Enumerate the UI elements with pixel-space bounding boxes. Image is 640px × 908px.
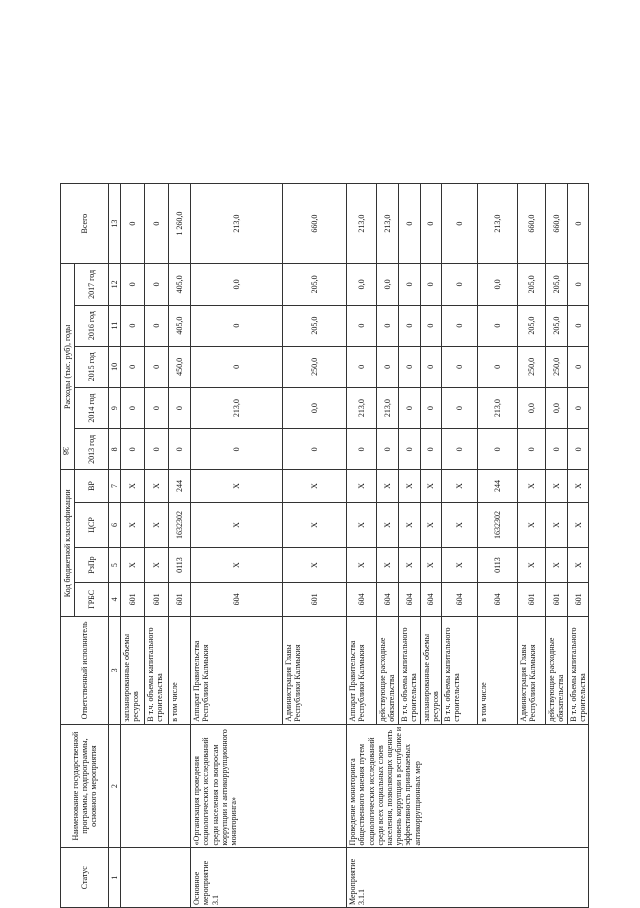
- vr-cell: X: [377, 470, 399, 502]
- budget-table: [60, 183, 589, 908]
- header-total: Всего: [61, 184, 109, 264]
- col-num: 2: [109, 724, 121, 848]
- vr-cell: X: [567, 470, 588, 502]
- value-2016: 205,0: [545, 305, 567, 346]
- value-2013: 0: [377, 429, 399, 470]
- table-row: [191, 184, 283, 908]
- grbs-cell: 601: [145, 582, 169, 616]
- header-year-2014: 2014 год: [75, 388, 109, 429]
- table-row: [121, 184, 145, 908]
- executor-cell: Аппарат Правительства Республики Калмыкия: [191, 617, 283, 725]
- value-2016: 0: [441, 305, 477, 346]
- grbs-cell: 601: [517, 582, 545, 616]
- value-2017: 0,0: [477, 264, 517, 305]
- value-total: 0: [441, 184, 477, 264]
- header-vr: ВР: [75, 470, 109, 502]
- name-cell: Проведение мониторинга общественного мнения путем социологических исследований среди всех социальных слоев населения, позволяющих оценить уровень коррупции в республике и эффективность принимаемых антикоррупционных мер: [347, 724, 589, 848]
- grbs-cell: 601: [121, 582, 145, 616]
- value-2014: 213,0: [477, 388, 517, 429]
- col-num: 13: [109, 184, 121, 264]
- value-2013: 0: [567, 429, 588, 470]
- col-num: 5: [109, 548, 121, 582]
- csr-cell: X: [545, 502, 567, 548]
- executor-cell: запланированные объемы ресурсов: [121, 617, 145, 725]
- header-csr: ЦСР: [75, 502, 109, 548]
- value-2016: 0: [477, 305, 517, 346]
- executor-cell: Администрация Главы Республики Калмыкия: [517, 617, 545, 725]
- csr-cell: X: [191, 502, 283, 548]
- header-year-2015: 2015 год: [75, 346, 109, 387]
- col-num: 6: [109, 502, 121, 548]
- value-2014: 0,0: [517, 388, 545, 429]
- col-num: 4: [109, 582, 121, 616]
- value-total: 660,0: [517, 184, 545, 264]
- grbs-cell: 604: [191, 582, 283, 616]
- value-2015: 250,0: [283, 346, 347, 387]
- rzpr-cell: X: [545, 548, 567, 582]
- col-num: 9: [109, 388, 121, 429]
- value-2014: 0: [145, 388, 169, 429]
- csr-cell: X: [399, 502, 420, 548]
- rzpr-cell: X: [377, 548, 399, 582]
- header-name: Наименование государственной программы, подпрограммы, основного мероприятия: [61, 724, 109, 848]
- header-expenses-group: Расходы (тыс. руб), годы: [61, 264, 75, 470]
- vr-cell: X: [441, 470, 477, 502]
- value-2017: 205,0: [517, 264, 545, 305]
- csr-cell: X: [441, 502, 477, 548]
- vr-cell: X: [545, 470, 567, 502]
- value-2016: 205,0: [283, 305, 347, 346]
- value-2013: 0: [121, 429, 145, 470]
- csr-cell: X: [283, 502, 347, 548]
- value-2016: 0: [121, 305, 145, 346]
- value-2014: 0: [420, 388, 441, 429]
- value-2017: 0: [441, 264, 477, 305]
- value-2013: 0: [545, 429, 567, 470]
- col-num: 1: [109, 848, 121, 908]
- value-total: 0: [145, 184, 169, 264]
- executor-cell: в том числе: [169, 617, 191, 725]
- vr-cell: X: [517, 470, 545, 502]
- status-cell: Мероприятие 3.1.1: [347, 848, 589, 908]
- value-2016: 0: [399, 305, 420, 346]
- value-2014: 213,0: [347, 388, 377, 429]
- value-total: 213,0: [377, 184, 399, 264]
- rzpr-cell: X: [121, 548, 145, 582]
- status-cell: Основное мероприятие 3.1: [191, 848, 347, 908]
- value-2014: 0: [399, 388, 420, 429]
- value-2017: 0: [121, 264, 145, 305]
- rzpr-cell: X: [420, 548, 441, 582]
- grbs-cell: 604: [477, 582, 517, 616]
- executor-cell: действующие расходные обязательства: [377, 617, 399, 725]
- grbs-cell: 601: [169, 582, 191, 616]
- grbs-cell: 601: [545, 582, 567, 616]
- value-2014: 0: [169, 388, 191, 429]
- value-2015: 0: [145, 346, 169, 387]
- executor-cell: В т.ч. объемы капитального строительства: [145, 617, 169, 725]
- rzpr-cell: X: [347, 548, 377, 582]
- value-2016: 0: [377, 305, 399, 346]
- grbs-cell: 604: [399, 582, 420, 616]
- grbs-cell: 601: [567, 582, 588, 616]
- header-year-2017: 2017 год: [75, 264, 109, 305]
- executor-cell: В т.ч. объемы капитального строительства: [399, 617, 420, 725]
- value-2016: 0: [347, 305, 377, 346]
- value-total: 660,0: [283, 184, 347, 264]
- value-total: 213,0: [477, 184, 517, 264]
- value-2016: 205,0: [517, 305, 545, 346]
- value-total: 0: [121, 184, 145, 264]
- vr-cell: X: [145, 470, 169, 502]
- name-cell: «Организация проведения социологических исследований среди населения по вопросам коррупции и антикоррупционного мониторинга»: [191, 724, 347, 848]
- csr-cell: X: [145, 502, 169, 548]
- col-num: 12: [109, 264, 121, 305]
- value-2016: 0: [191, 305, 283, 346]
- executor-cell: Администрация Главы Республики Калмыкия: [283, 617, 347, 725]
- header-grbs: ГРБС: [75, 582, 109, 616]
- value-2015: 0: [420, 346, 441, 387]
- value-total: 1 260,0: [169, 184, 191, 264]
- csr-cell: X: [347, 502, 377, 548]
- grbs-cell: 604: [441, 582, 477, 616]
- grbs-cell: 601: [283, 582, 347, 616]
- value-2013: 0: [191, 429, 283, 470]
- value-2015: 250,0: [545, 346, 567, 387]
- csr-cell: X: [377, 502, 399, 548]
- value-2017: 0,0: [191, 264, 283, 305]
- value-2014: 213,0: [377, 388, 399, 429]
- value-total: 213,0: [191, 184, 283, 264]
- value-total: 0: [399, 184, 420, 264]
- status-cell: [121, 848, 191, 908]
- value-2013: 0: [169, 429, 191, 470]
- grbs-cell: 604: [420, 582, 441, 616]
- value-2015: 0: [441, 346, 477, 387]
- grbs-cell: 604: [377, 582, 399, 616]
- grbs-cell: 604: [347, 582, 377, 616]
- value-2013: 0: [145, 429, 169, 470]
- value-2013: 0: [420, 429, 441, 470]
- value-2017: 0,0: [347, 264, 377, 305]
- rzpr-cell: X: [441, 548, 477, 582]
- value-2017: 205,0: [545, 264, 567, 305]
- value-2017: 205,0: [283, 264, 347, 305]
- value-2014: 0,0: [545, 388, 567, 429]
- executor-cell: запланированные объемы ресурсов: [420, 617, 441, 725]
- rzpr-cell: X: [191, 548, 283, 582]
- vr-cell: X: [420, 470, 441, 502]
- value-2014: 0: [567, 388, 588, 429]
- executor-cell: В т.ч. объемы капитального строительства: [567, 617, 588, 725]
- col-num: 7: [109, 470, 121, 502]
- col-num: 11: [109, 305, 121, 346]
- rotated-page: [60, 183, 588, 908]
- value-2013: 0: [347, 429, 377, 470]
- rzpr-cell: X: [145, 548, 169, 582]
- vr-cell: X: [191, 470, 283, 502]
- value-2016: 0: [420, 305, 441, 346]
- value-2013: 0: [399, 429, 420, 470]
- executor-cell: в том числе: [477, 617, 517, 725]
- value-2015: 0: [477, 346, 517, 387]
- value-total: 660,0: [545, 184, 567, 264]
- vr-cell: X: [283, 470, 347, 502]
- page-number: 38: [61, 447, 70, 455]
- header-year-2016: 2016 год: [75, 305, 109, 346]
- rzpr-cell: X: [567, 548, 588, 582]
- value-2015: 0: [121, 346, 145, 387]
- value-2014: 0,0: [283, 388, 347, 429]
- value-2017: 0: [567, 264, 588, 305]
- column-number-row: [109, 184, 121, 908]
- value-2016: 0: [567, 305, 588, 346]
- header-executor: Ответственный исполнитель: [61, 617, 109, 725]
- value-total: 0: [567, 184, 588, 264]
- csr-cell: 1632302: [477, 502, 517, 548]
- value-2015: 250,0: [517, 346, 545, 387]
- rzpr-cell: X: [283, 548, 347, 582]
- vr-cell: X: [121, 470, 145, 502]
- header-status: Статус: [61, 848, 109, 908]
- value-2014: 213,0: [191, 388, 283, 429]
- csr-cell: X: [121, 502, 145, 548]
- executor-cell: Аппарат Правительства Республики Калмыкия: [347, 617, 377, 725]
- header-code-group: Код бюджетной классификации: [61, 470, 75, 617]
- value-2013: 0: [441, 429, 477, 470]
- value-2014: 0: [441, 388, 477, 429]
- value-2013: 0: [517, 429, 545, 470]
- value-2015: 0: [399, 346, 420, 387]
- value-2017: 0: [399, 264, 420, 305]
- executor-cell: В т.ч. объемы капитального строительства: [441, 617, 477, 725]
- value-2015: 0: [347, 346, 377, 387]
- rzpr-cell: 0113: [169, 548, 191, 582]
- header-year-2013: 2013 год: [75, 429, 109, 470]
- value-2017: 0,0: [377, 264, 399, 305]
- rzpr-cell: X: [399, 548, 420, 582]
- vr-cell: X: [399, 470, 420, 502]
- value-total: 0: [420, 184, 441, 264]
- csr-cell: X: [420, 502, 441, 548]
- header-rzpr: РзПр: [75, 548, 109, 582]
- value-2014: 0: [121, 388, 145, 429]
- vr-cell: X: [347, 470, 377, 502]
- executor-cell: действующие расходные обязательства: [545, 617, 567, 725]
- value-2015: 0: [377, 346, 399, 387]
- vr-cell: 244: [477, 470, 517, 502]
- col-num: 8: [109, 429, 121, 470]
- value-2017: 0: [145, 264, 169, 305]
- csr-cell: X: [517, 502, 545, 548]
- value-2015: 450,0: [169, 346, 191, 387]
- value-2013: 0: [477, 429, 517, 470]
- value-2017: 405,0: [169, 264, 191, 305]
- col-num: 10: [109, 346, 121, 387]
- csr-cell: X: [567, 502, 588, 548]
- value-2017: 0: [420, 264, 441, 305]
- rzpr-cell: X: [517, 548, 545, 582]
- value-2016: 405,0: [169, 305, 191, 346]
- col-num: 3: [109, 617, 121, 725]
- csr-cell: 1632302: [169, 502, 191, 548]
- value-2015: 0: [191, 346, 283, 387]
- vr-cell: 244: [169, 470, 191, 502]
- value-2013: 0: [283, 429, 347, 470]
- value-2016: 0: [145, 305, 169, 346]
- value-total: 213,0: [347, 184, 377, 264]
- table-row: [347, 184, 377, 908]
- value-2015: 0: [567, 346, 588, 387]
- name-cell: [121, 724, 191, 848]
- rzpr-cell: 0113: [477, 548, 517, 582]
